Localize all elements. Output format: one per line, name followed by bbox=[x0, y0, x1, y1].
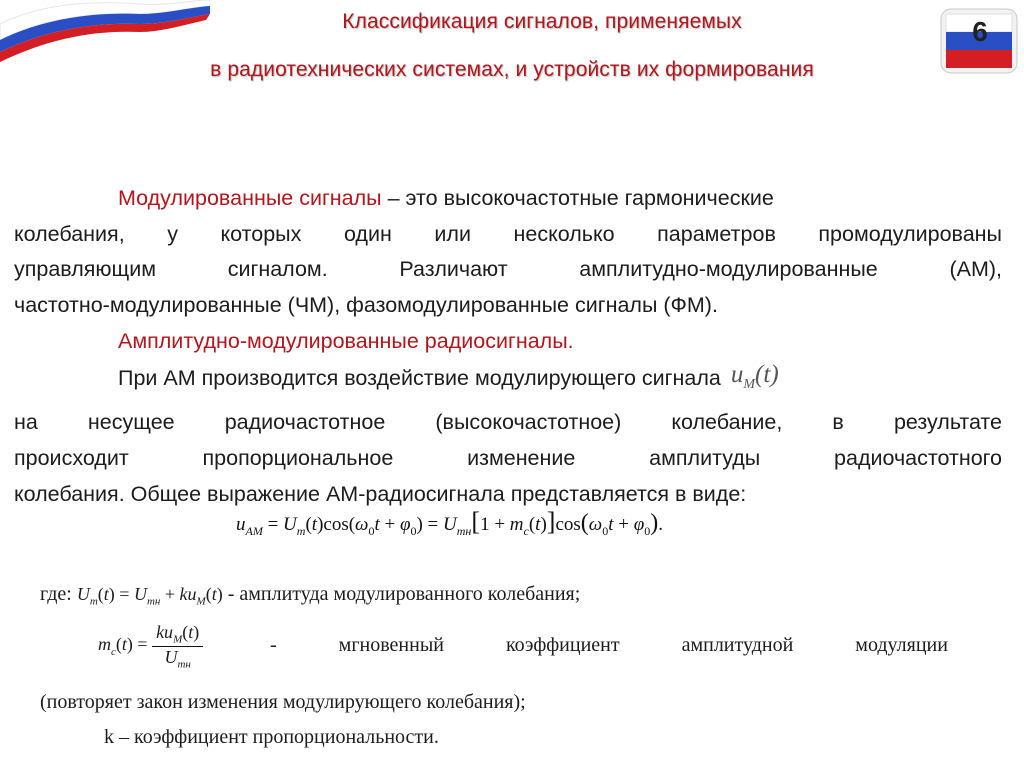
modulation-index-formula: $m_c(t)$ = $\frac{ku_M(t)}{U_{mн}}$ bbox=[98, 622, 203, 670]
paragraph-2-line-3: происходит пропорциональное изменение амплитуды радиочастотного bbox=[14, 445, 1002, 470]
amplitude-formula: $U_m(t) = U_{mн} + ku_M(t)$ bbox=[76, 584, 223, 608]
mc-desc-word: мгновенный bbox=[338, 634, 444, 656]
paragraph-2-text: При АМ производится воздействие модулирующего сигнала bbox=[118, 365, 721, 390]
modulation-index-description bbox=[270, 634, 948, 657]
paragraph-1-line-4: частотно-модулированные (ЧМ), фазомодулированные сигналы (ФМ). bbox=[14, 293, 718, 318]
slide-title-line-1: Классификация сигналов, применяемых bbox=[342, 10, 742, 33]
slide-title-line-2: в радиотехнических системах, и устройств их формирования bbox=[210, 58, 814, 81]
heading-am-signals: Амплитудно-модулированные радиосигналы. bbox=[118, 328, 574, 353]
main-text bbox=[14, 181, 1002, 512]
am-signal-formula: $u_{AM} = U_m(t)\cos(\omega_0t + \varphi_0) = U_{mн}[1 + m_c(t)]\cos(\omega_0t + \varphi_0)$. bbox=[236, 507, 663, 538]
paragraph-2-line-4: колебания. Общее выражение АМ-радиосигнала представляется в виде: bbox=[14, 481, 747, 506]
paragraph-1-line-2: колебания, у которых один или несколько параметров промодулированы bbox=[14, 221, 1002, 246]
mc-desc-word: амплитудной bbox=[681, 634, 794, 656]
paragraph-2-line-1 bbox=[14, 360, 1002, 406]
modulating-signal-symbol: $u_M(t)$ bbox=[730, 360, 779, 392]
k-definition: k – коэффициент пропорциональности. bbox=[104, 726, 439, 748]
mc-desc-word: - bbox=[270, 634, 277, 656]
modulation-index-note: (повторяет закон изменения модулирующего колебания); bbox=[40, 691, 526, 713]
mc-desc-word: коэффициент bbox=[505, 634, 620, 656]
slide-number: 6 bbox=[972, 16, 988, 47]
paragraph-2-line-2: на несущее радиочастотное (высокочастотное) колебание, в результате bbox=[14, 410, 1002, 435]
slide-number-badge bbox=[938, 6, 1020, 76]
slide-header bbox=[0, 0, 1024, 110]
where-label: где: bbox=[40, 583, 72, 605]
amplitude-definition-row bbox=[40, 583, 580, 608]
term-modulated-signals: Модулированные сигналы bbox=[118, 186, 382, 210]
mc-desc-word: модуляции bbox=[855, 634, 948, 656]
paragraph-1-text: – это высокочастотные гармонические bbox=[381, 186, 774, 210]
paragraph-1-line-3: управляющим сигналом. Различают амплитудно-модулированные (АМ), bbox=[14, 257, 1002, 282]
amplitude-description: - амплитуда модулированного колебания; bbox=[227, 583, 581, 605]
paragraph-1-line-1 bbox=[14, 181, 1002, 217]
